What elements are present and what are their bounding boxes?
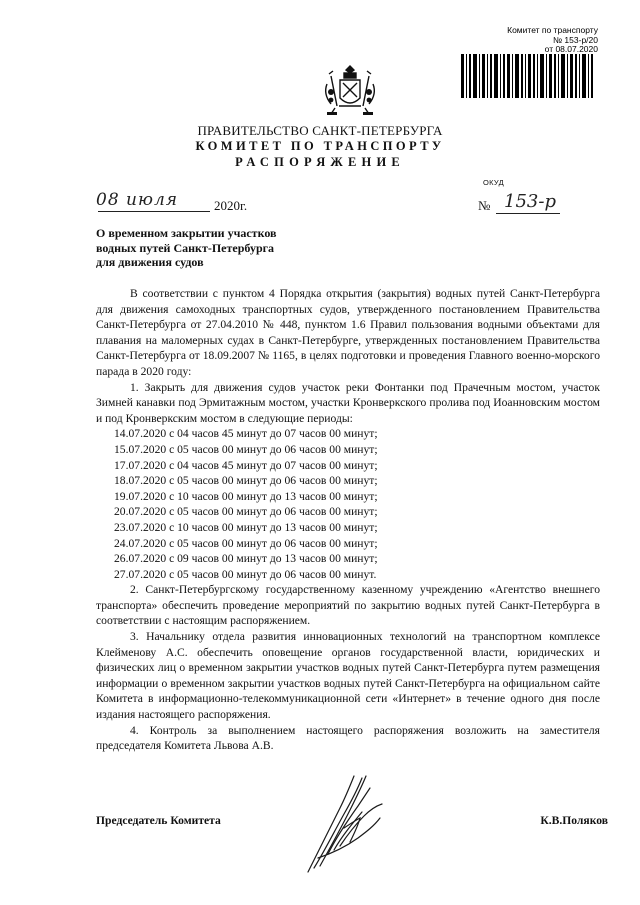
registration-stamp — [507, 26, 598, 55]
number-sign: № — [478, 198, 491, 213]
signatory-position: Председатель Комитета — [96, 814, 221, 827]
list-item: 23.07.2020 с 10 часов 00 минут до 13 часов 00 минут; — [114, 520, 378, 534]
subject-line: водных путей Санкт-Петербурга — [96, 240, 275, 255]
signatory-name: К.В.Поляков — [540, 814, 608, 827]
government-title: ПРАВИТЕЛЬСТВО САНКТ-ПЕТЕРБУРГА — [197, 123, 443, 138]
stamp-line-number: № 153-р/20 — [552, 34, 598, 45]
number-underline — [496, 213, 560, 214]
date-underline — [98, 211, 210, 212]
document-body — [96, 286, 600, 754]
subject-line: для движения судов — [96, 255, 204, 269]
barcode-icon — [461, 54, 593, 98]
list-item: 14.07.2020 с 04 часов 45 минут до 07 часов 00 минут; — [114, 427, 378, 441]
item-1-paragraph: 1. Закрыть для движения судов участок реки Фонтанки под Прачечным мостом, участок Зимней канавки под Эрмитажным мостом, участки Кронверкского пролива под Иоанновским мостом и под Кронверкским мостом в следующие периоды: — [96, 380, 600, 425]
list-item: 15.07.2020 с 05 часов 00 минут до 06 часов 00 минут; — [114, 442, 378, 456]
list-item: 18.07.2020 с 05 часов 00 минут до 06 часов 00 минут; — [114, 474, 378, 488]
stamp-line-date: от 08.07.2020 — [544, 44, 598, 54]
date-year: 2020г. — [214, 198, 248, 213]
list-item: 17.07.2020 с 04 часов 45 минут до 07 часов 00 минут; — [114, 458, 378, 472]
okud-label: ОКУД — [483, 178, 504, 187]
list-item: 19.07.2020 с 10 часов 00 минут до 13 часов 00 минут; — [114, 489, 378, 503]
handwritten-signature-icon — [300, 768, 396, 878]
handwritten-number: 153-р — [504, 191, 556, 212]
list-item: 27.07.2020 с 05 часов 00 минут до 06 часов 00 минут. — [114, 567, 377, 581]
handwritten-date: 08 июля — [96, 190, 179, 210]
item-2-paragraph: 2. Санкт-Петербургскому государственному казенному учреждению «Агентство внешнего транспорта» обеспечить проведение мероприятий по закрытию водных путей Санкт-Петербурга в соответствии с настоящим распоряжением. — [96, 583, 600, 628]
item-4-paragraph: 4. Контроль за выполнением настоящего распоряжения возложить на заместителя председателя Комитета Львова А.В. — [96, 723, 600, 753]
list-item: 24.07.2020 с 05 часов 00 минут до 06 часов 00 минут; — [114, 536, 378, 550]
preamble-paragraph: В соответствии с пунктом 4 Порядка открытия (закрытия) водных путей Санкт-Петербурга для движения самоходных транспортных судов, утвержденного постановлением Правительства Санкт-Петербурга от 27.04.2010 № 448, пунктом 1.6 Правил пользования водными объектами для плавания на маломерных судах в Санкт-Петербурге, утвержденных постановлением Правительства Санкт-Петербурга от 18.09.2007 № 1165, в целях подготовки и проведения Главного военно-морского парада в 2020 году: — [96, 287, 600, 378]
document-subject — [96, 226, 277, 270]
stamp-line-committee: Комитет по транспорту — [507, 25, 598, 35]
closure-periods-list — [96, 426, 600, 582]
list-item: 20.07.2020 с 05 часов 00 минут до 06 часов 00 минут; — [114, 505, 378, 519]
committee-title: КОМИТЕТ ПО ТРАНСПОРТУ — [195, 139, 445, 153]
subject-line: О временном закрытии участков — [96, 226, 277, 240]
item-3-paragraph: 3. Начальнику отдела развития инновационных технологий на транспортном комплексе Клейменову А.С. обеспечить оповещение органов государственной власти, юридических и физических лиц о временном закрытии участков водных путей Санкт-Петербурга путем размещения информации о временном закрытии участков водных путей Санкт-Петербурга на официальном сайте Комитета в информационно-телекоммуникационной сети «Интернет» в течение одного дня после издания настоящего распоряжения. — [96, 630, 600, 722]
coat-of-arms-icon — [321, 62, 379, 118]
list-item: 26.07.2020 с 09 часов 00 минут до 13 часов 00 минут; — [114, 552, 378, 566]
document-type: РАСПОРЯЖЕНИЕ — [235, 155, 405, 169]
